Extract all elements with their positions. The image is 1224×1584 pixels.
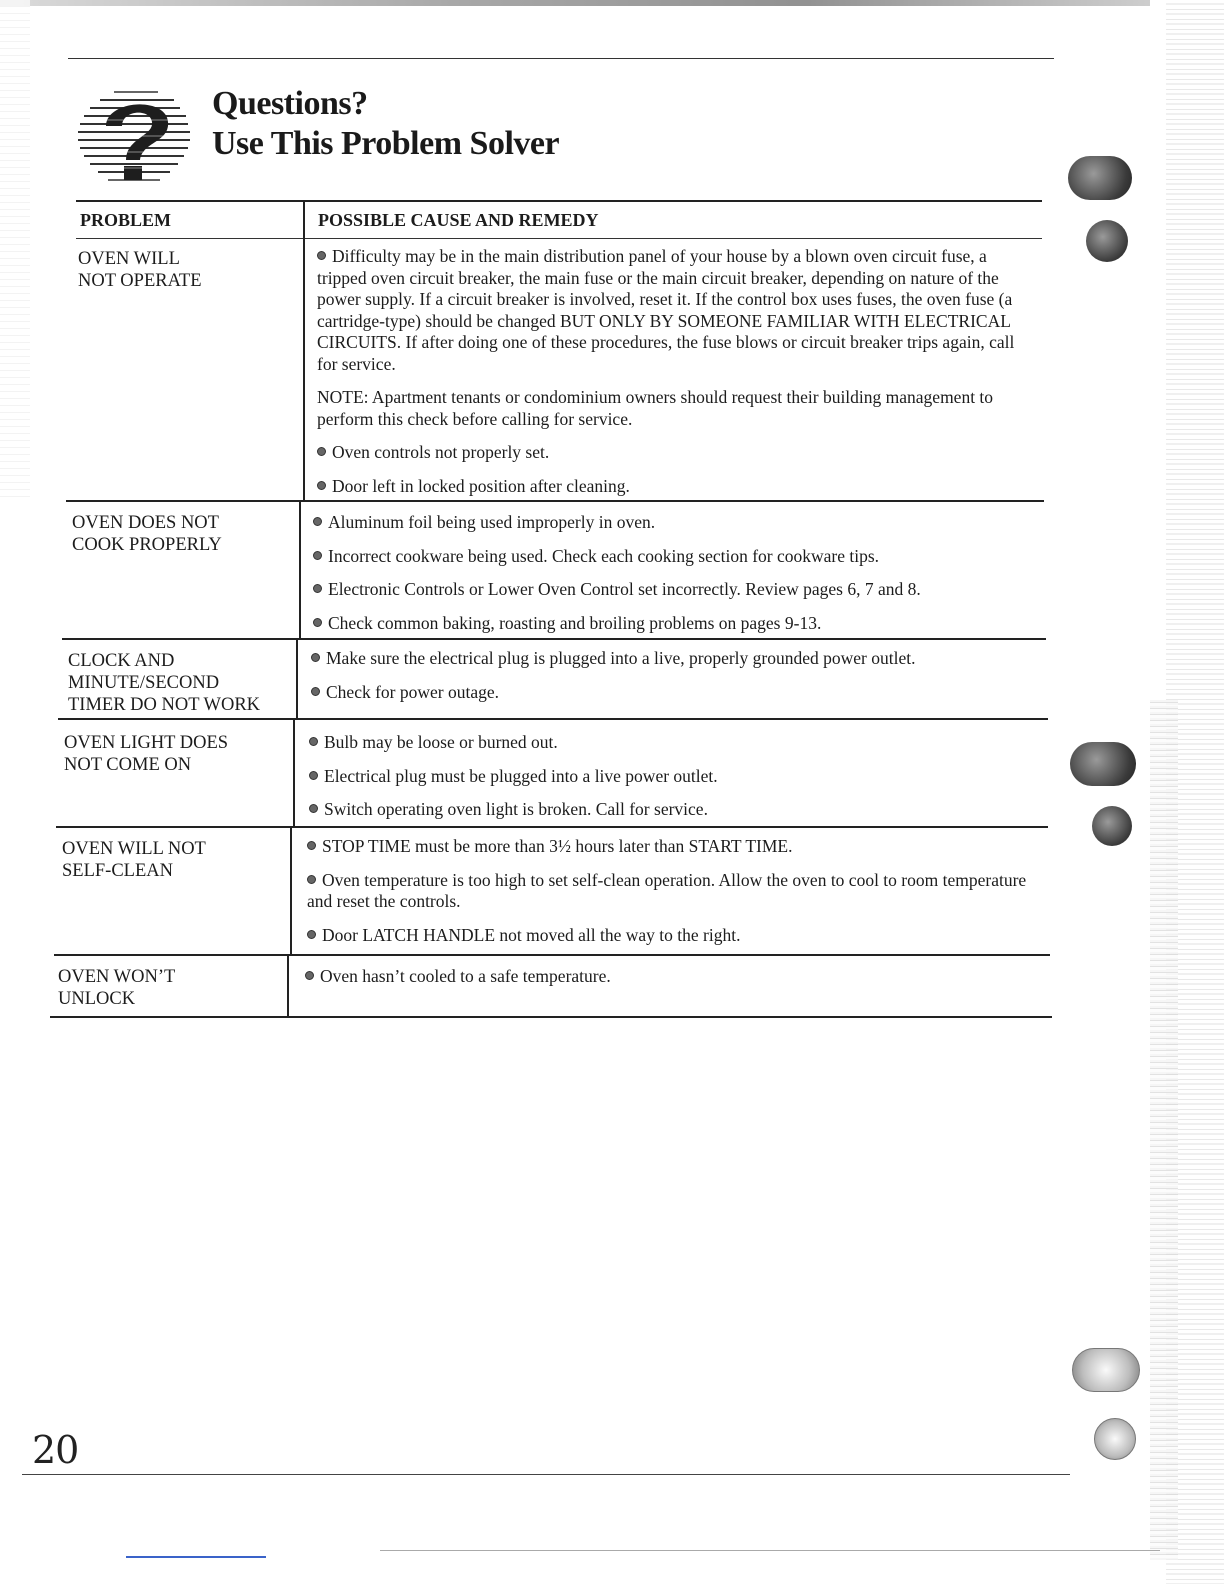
problem-line: SELF-CLEAN: [62, 861, 173, 881]
bullet-icon: [313, 618, 322, 627]
problem-line: NOT OPERATE: [78, 271, 202, 291]
index-tab-icon: [1072, 1348, 1140, 1392]
index-tab-icon: [1092, 806, 1132, 846]
bullet-icon: [311, 687, 320, 696]
title-line-1: Questions?: [212, 85, 368, 122]
remedy-item: [311, 648, 1036, 670]
remedy-item: [309, 766, 1034, 788]
bullet-icon: [305, 971, 314, 980]
problem-line: OVEN WILL: [78, 249, 180, 269]
problem-oven-will-not-operate: [78, 248, 202, 292]
page-number: 20: [32, 1428, 79, 1472]
remedy-item: [305, 966, 1035, 988]
remedy-item: [307, 836, 1037, 858]
remedy-text: Oven controls not properly set.: [332, 442, 550, 462]
header-under-rule: [76, 238, 1042, 239]
bullet-icon: [317, 447, 326, 456]
remedy-list-row-3: [311, 648, 1036, 703]
remedy-text: Door left in locked position after cleaning.: [332, 475, 630, 496]
bullet-icon: [317, 481, 326, 490]
remedy-text: Electronic Controls or Lower Oven Control set incorrectly. Review pages 6, 7 and 8.: [328, 579, 921, 599]
remedy-item: [317, 246, 1029, 375]
problem-line: OVEN LIGHT DOES: [64, 733, 229, 753]
remedy-text: Electrical plug must be plugged into a live power outlet.: [324, 765, 718, 786]
remedy-item: [313, 512, 1033, 534]
remedy-item: [317, 476, 1029, 498]
top-rule: [68, 58, 1054, 59]
remedy-item: [317, 387, 1029, 430]
remedy-text: Incorrect cookware being used. Check each cooking section for cookware tips.: [328, 545, 880, 566]
remedy-list-row-2: [313, 512, 1033, 634]
remedy-text: NOTE: Apartment tenants or condominium owners should request their building management to perform this check before calling for service.: [317, 387, 994, 429]
remedy-item: [317, 442, 1029, 464]
problem-line: OVEN WILL NOT: [62, 839, 206, 859]
problem-line: UNLOCK: [58, 989, 136, 1009]
remedy-text: Oven hasn’t cooled to a safe temperature.: [320, 966, 611, 986]
bullet-icon: [311, 653, 320, 662]
column-header-problem: PROBLEM: [80, 210, 172, 230]
remedy-text: Oven temperature is too high to set self-clean operation. Allow the oven to cool to room temperature and reset the controls.: [307, 869, 1027, 911]
column-divider-5: [290, 828, 292, 954]
page-title: [212, 84, 559, 164]
table-bottom-rule: [50, 1016, 1052, 1018]
problem-line: OVEN DOES NOT: [72, 513, 219, 533]
remedy-item: [307, 925, 1037, 947]
problem-oven-will-not-self-clean: [62, 838, 206, 882]
bottom-rule: [22, 1474, 1070, 1475]
column-divider-6: [287, 956, 289, 1018]
index-tab-icon: [1070, 742, 1136, 786]
remedy-text: Check for power outage.: [326, 681, 499, 702]
column-header-remedy: POSSIBLE CAUSE AND REMEDY: [318, 210, 599, 230]
remedy-list-row-5: [307, 836, 1037, 946]
bullet-icon: [313, 584, 322, 593]
bullet-icon: [309, 804, 318, 813]
remedy-text: Switch operating oven light is broken. Call for service.: [324, 799, 708, 819]
problem-oven-light-does-not-come-on: [64, 732, 228, 776]
bullet-icon: [317, 251, 326, 260]
remedy-text: Check common baking, roasting and broiling problems on pages 9-13.: [328, 612, 822, 633]
remedy-item: [313, 613, 1033, 635]
scan-edge-right-inner: [1150, 700, 1178, 1560]
problem-line: TIMER DO NOT WORK: [68, 695, 261, 715]
problem-oven-does-not-cook-properly: [72, 512, 222, 556]
column-divider-4: [293, 720, 295, 826]
remedy-text: Bulb may be loose or burned out.: [324, 732, 558, 752]
bullet-icon: [313, 551, 322, 560]
column-divider-3: [296, 640, 298, 718]
question-mark-icon: [76, 86, 196, 188]
row-rule-1: [66, 500, 1044, 502]
bullet-icon: [307, 875, 316, 884]
problem-line: OVEN WON’T: [58, 967, 176, 987]
remedy-text: STOP TIME must be more than 3½ hours later than START TIME.: [322, 836, 793, 856]
row-rule-4: [56, 826, 1048, 828]
index-tab-icon: [1068, 156, 1132, 200]
remedy-item: [307, 870, 1037, 913]
remedy-list-row-1: [317, 246, 1029, 497]
scan-blue-mark: [126, 1556, 266, 1558]
problem-line: COOK PROPERLY: [72, 535, 222, 555]
row-rule-3: [58, 718, 1048, 720]
remedy-item: [311, 682, 1036, 704]
row-rule-5: [54, 954, 1050, 956]
scan-edge-left: [0, 0, 30, 500]
footer-scan-rule: [380, 1550, 1160, 1551]
remedy-list-row-4: [309, 732, 1034, 821]
bullet-icon: [307, 841, 316, 850]
remedy-item: [309, 732, 1034, 754]
bullet-icon: [313, 517, 322, 526]
remedy-text: Door LATCH HANDLE not moved all the way to the right.: [322, 924, 741, 945]
title-line-2: Use This Problem Solver: [212, 125, 560, 162]
column-divider-2: [299, 502, 301, 638]
remedy-item: [313, 546, 1033, 568]
column-divider-1: [303, 200, 305, 500]
problem-oven-wont-unlock: [58, 966, 175, 1010]
remedy-item: [309, 799, 1034, 821]
index-tab-icon: [1094, 1418, 1136, 1460]
bullet-icon: [309, 737, 318, 746]
remedy-text: Aluminum foil being used improperly in oven.: [328, 512, 656, 532]
problem-line: CLOCK AND: [68, 651, 175, 671]
scan-edge-top: [0, 0, 1150, 6]
problem-line: MINUTE/SECOND: [68, 673, 220, 693]
bullet-icon: [309, 771, 318, 780]
remedy-item: [313, 579, 1033, 601]
problem-line: NOT COME ON: [64, 755, 192, 775]
table-top-rule: [76, 200, 1042, 202]
remedy-text: Make sure the electrical plug is plugged into a live, properly grounded power outlet.: [326, 648, 916, 668]
remedy-list-row-6: [305, 966, 1035, 988]
row-rule-2: [62, 638, 1046, 640]
remedy-text: Difficulty may be in the main distribution panel of your house by a blown oven circuit fuse, a tripped oven circuit breaker, the main fuse or the main circuit breaker, depending on nature of the power supply. If a circuit breaker is involved, reset it. If the control box uses fuses, the oven fuse (a cartridge-type) should be changed BUT ONLY BY SOMEONE FAMILIAR WITH ELECTRICAL CIRCUITS. If after doing one of these procedures, the fuse blows or circuit breaker trips again, call for service.: [317, 246, 1015, 374]
bullet-icon: [307, 930, 316, 939]
index-tab-icon: [1086, 220, 1128, 262]
problem-clock-and-timer-do-not-work: [68, 650, 260, 716]
